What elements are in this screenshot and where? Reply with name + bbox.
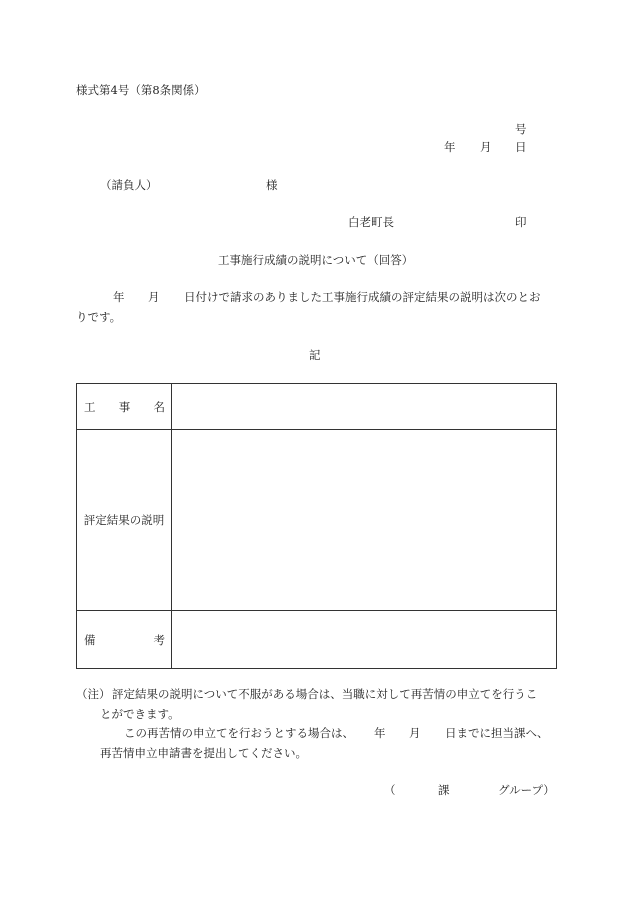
label-char: 事: [118, 399, 131, 414]
note2-year: 年: [374, 726, 386, 740]
remarks-label: [77, 611, 172, 669]
date-year: 年: [444, 140, 456, 154]
info-table: [76, 383, 557, 669]
recipient-suffix: 様: [266, 178, 278, 192]
table-row-evaluation: [77, 430, 557, 611]
note2-text-part2: 日までに担当課へ、: [445, 726, 549, 740]
note2-text-part1: この再苦情の申立てを行おうとする場合は、: [124, 726, 354, 740]
note2-month: 月: [409, 726, 421, 740]
document-title: 工事施行成績の説明について（回答）: [218, 253, 414, 267]
evaluation-explanation-value[interactable]: [172, 430, 557, 611]
body-text-line1: 日付けで請求のありました工事施行成績の評定結果の説明は次のとお: [184, 290, 541, 304]
sender-name: 白老町長: [348, 215, 394, 229]
note1-line2: とができます。: [100, 707, 180, 721]
recipient-label: （請負人）: [100, 178, 158, 192]
seal-mark: 印: [515, 215, 527, 229]
project-name-label: [77, 384, 172, 430]
label-char: 名: [153, 399, 165, 414]
document-number-label: 号: [515, 122, 527, 136]
project-name-value[interactable]: [172, 384, 557, 430]
label-char: 考: [153, 632, 165, 647]
label-char: 工: [84, 399, 96, 414]
form-number: 様式第4号（第8条関係）: [76, 83, 206, 97]
note1-line1: 評定結果の説明について不服がある場合は、当職に対して再苦情の申立てを行うこ: [112, 687, 538, 701]
contact-open-paren: （: [384, 783, 396, 797]
body-month: 月: [148, 290, 160, 304]
date-month: 月: [480, 140, 492, 154]
contact-group: グループ）: [498, 783, 555, 797]
date-day: 日: [515, 140, 527, 154]
evaluation-explanation-label: 評定結果の説明: [77, 430, 172, 611]
table-row-remarks: [77, 611, 557, 669]
ki-heading: 記: [309, 348, 321, 362]
contact-section: 課: [438, 783, 450, 797]
note-marker: （注）: [76, 687, 111, 701]
table-row-project-name: [77, 384, 557, 430]
note2-line2: 再苦情申立申請書を提出してください。: [100, 746, 307, 760]
remarks-value[interactable]: [172, 611, 557, 669]
body-text-line2: りです。: [76, 310, 122, 324]
label-char: 備: [84, 632, 96, 647]
body-year: 年: [113, 290, 125, 304]
